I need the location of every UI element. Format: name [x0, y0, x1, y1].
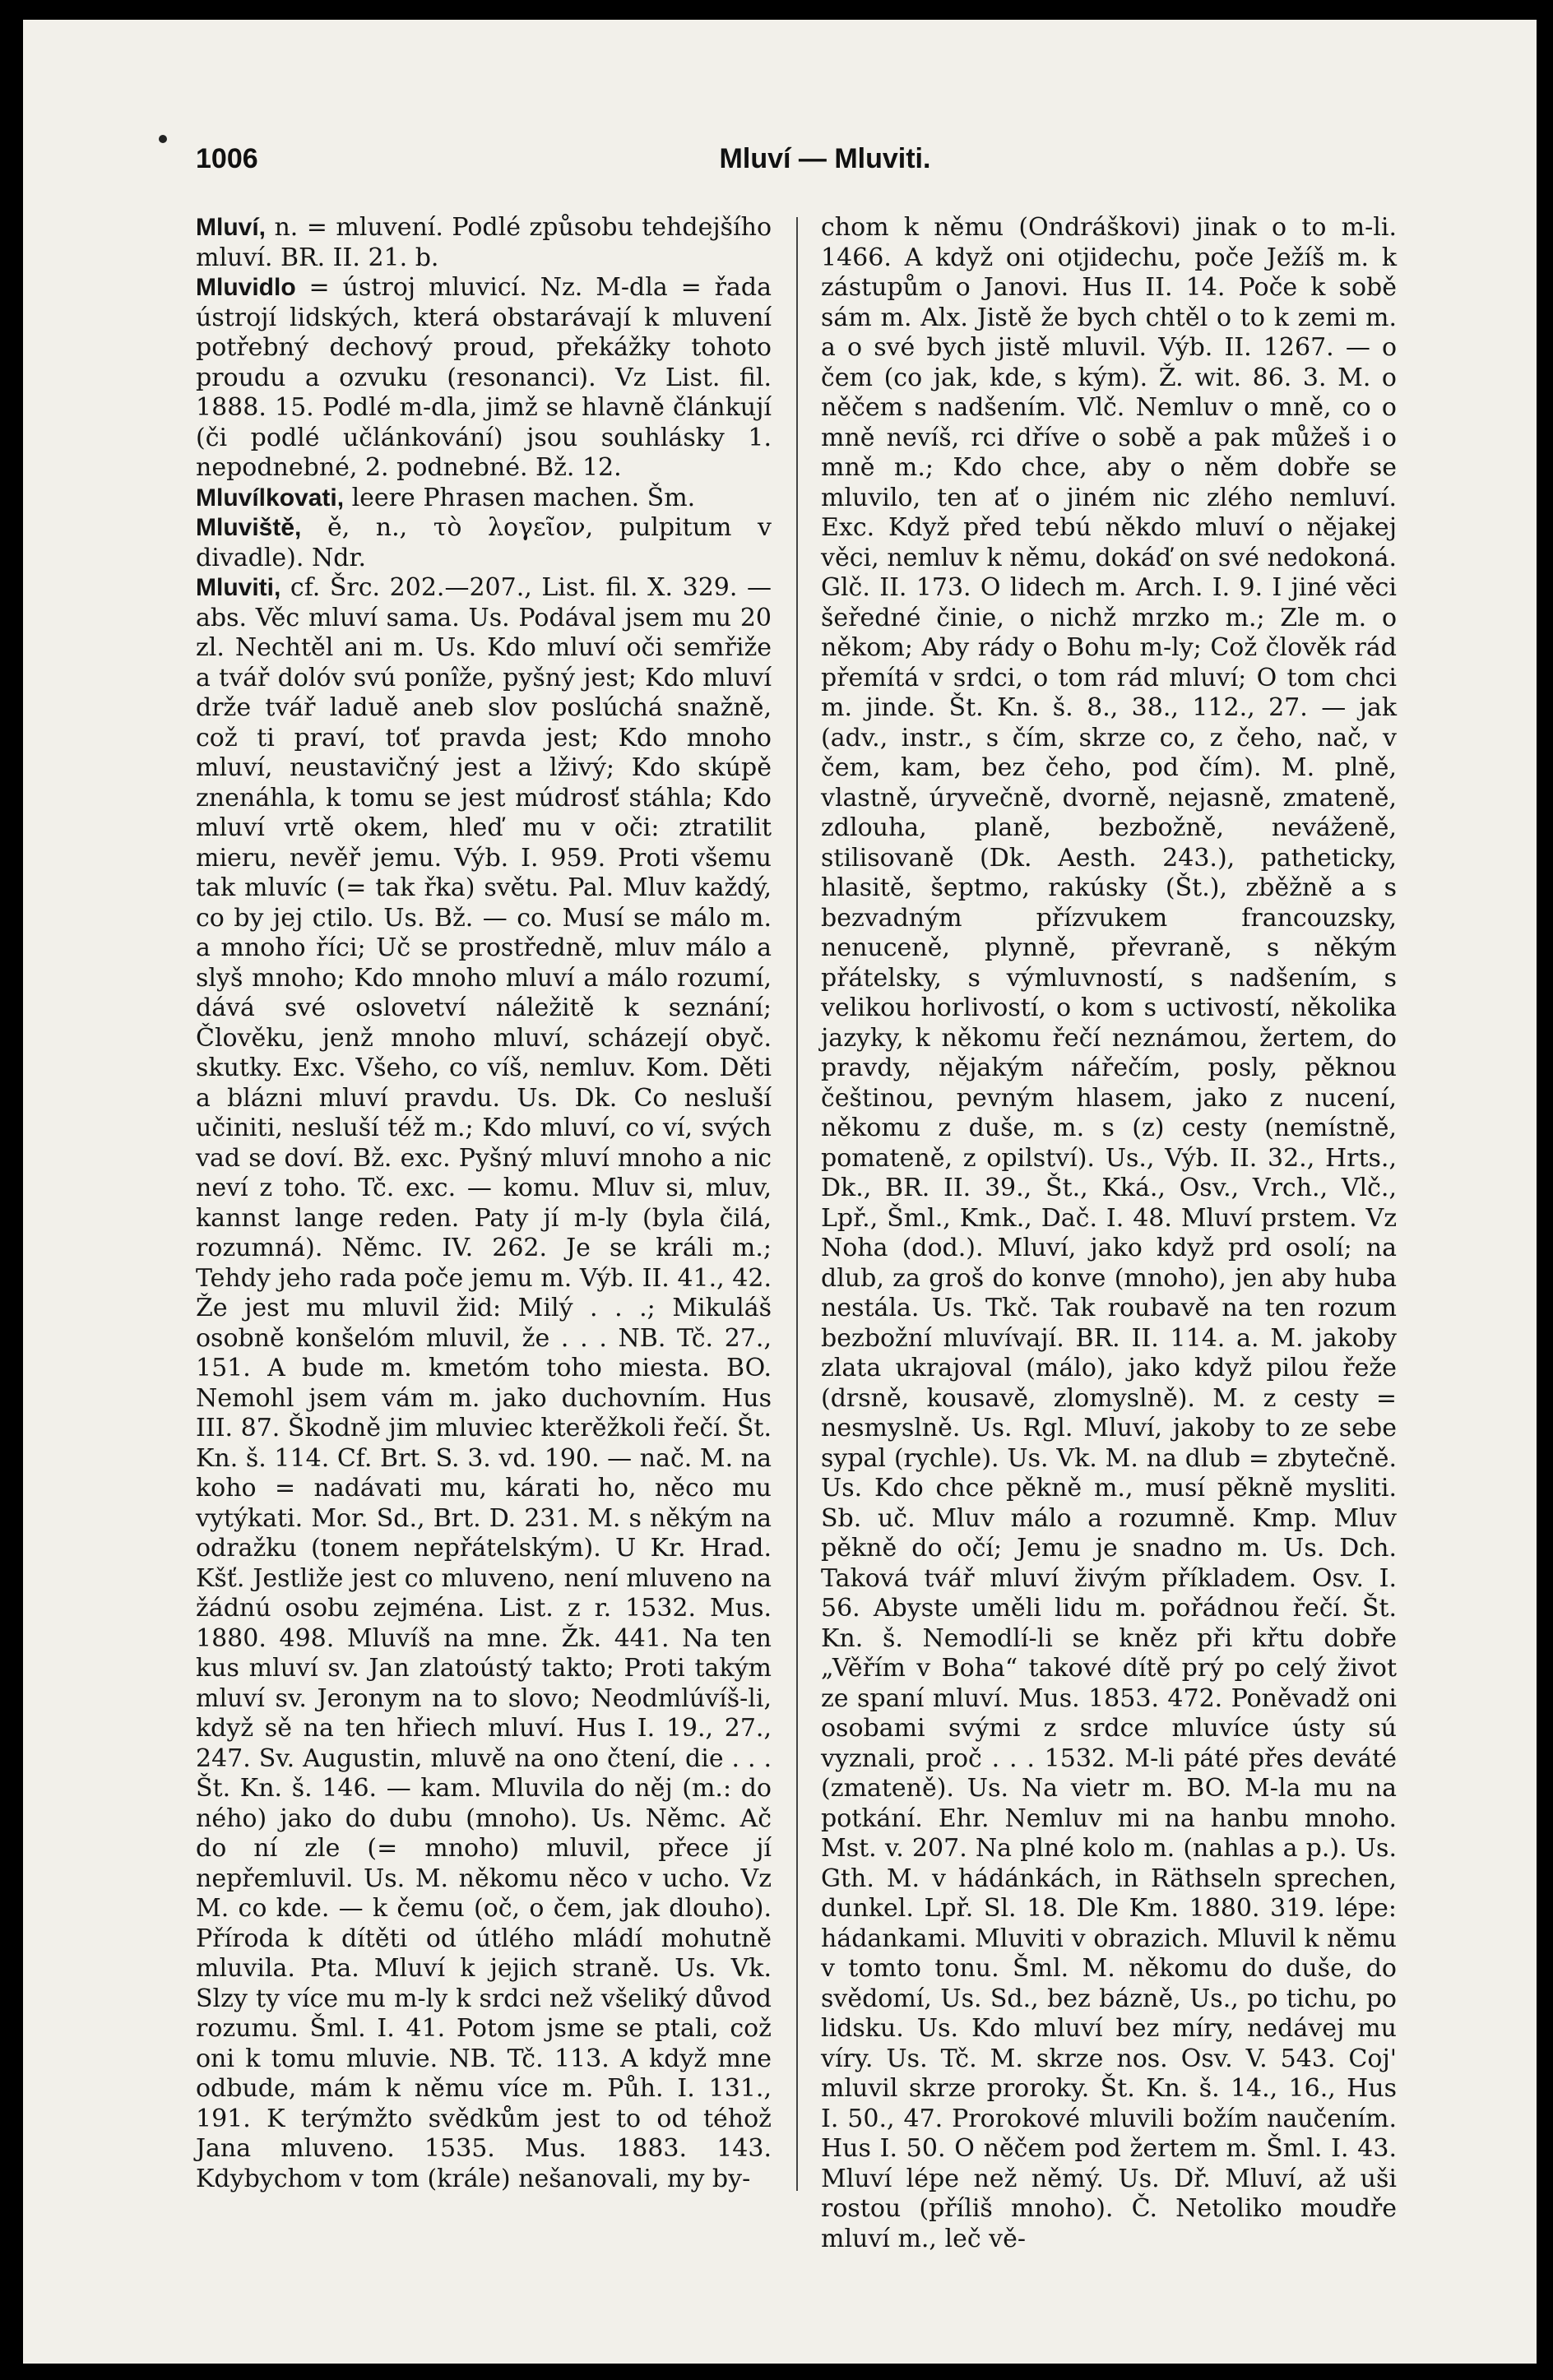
page-number: 1006: [196, 143, 258, 174]
dictionary-entry: [196, 513, 772, 573]
running-head: Mluví — Mluviti.: [719, 143, 931, 174]
column-divider: [796, 217, 798, 2191]
print-speck: [159, 135, 167, 143]
dictionary-entry: [196, 573, 772, 2194]
entry-headword: Mluví,: [196, 214, 267, 241]
left-column: [196, 213, 772, 2211]
entry-text: chom k němu (Ondráškovi) jinak o to m-li. 1466. A když oni otjidechu, poče Ježíš m. k zástupům o Janovi. Hus II. 14. Poče k sobě sám m. Alx. Jistě že bych chtěl o to k zemi m. a o své bych jistě mluvil. Výb. II. 1267. — o čem (co jak, kde, s kým). Ž. wit. 86. 3. M. o něčem s nadšením. Vlč. Nemluv o mně, co o mně nevíš, rci dříve o sobě a pak můžeš i o mně m.; Kdo chce, aby o něm dobře se mluvilo, ten ať o jiném nic zlého nemluví. Exc. Když před tebú někdo mluví o nějakej věci, nemluv k němu, dokáď on své nedokoná. Glč. II. 173. O lidech m. Arch. I. 9. I jiné věci šeředné činie, o nichž mrzko m.; Zle m. o někom; Aby rády o Bohu m-ly; Což člověk rád přemítá v srdci, o tom rád mluví; O tom chci m. jinde. Št. Kn. š. 8., 38., 112., 27. — jak (adv., instr., s čím, skrze co, z čeho, nač, v čem, kam, bez čeho, pod čím). M. plně, vlastně, úryvečně, dvorně, nejasně, zmateně, zdlouha, planě, bezbožně, neváženě, stilisovaně (Dk. Aesth. 243.), patheticky, hlasitě, šeptmo, rakúsky (Št.), zběžně a s bezvadným přízvukem francouzsky, nenuceně, plynně, převraně, s někým přátelsky, s výmluvností, s nadšením, s velikou horlivostí, o kom s uctivostí, několika jazyky, k někomu řečí neznámou, žertem, do pravdy, nějakým nářečím, posly, pěknou češtinou, pevným hlasem, jako z nucení, někomu z duše, m. s (z) cesty (nemístně, pomateně, z opilství). Us., Výb. II. 32., Hrts., Dk., BR. II. 39., Št., Kká., Osv., Vrch., Vlč., Lpř., Šml., Kmk., Dač. I. 48. Mluví prstem. Vz Noha (dod.). Mluví, jako když prd osolí; na dlub, za groš do konve (mnoho), jen aby huba nestála. Us. Tkč. Tak roubavě na ten rozum bezbožní mluvívají. BR. II. 114. a. M. jakoby zlata ukrajoval (málo), jako když pilou řeže (drsně, kousavě, zlomyslně). M. z cesty = nesmyslně. Us. Rgl. Mluví, jakoby to ze sebe sypal (rychle). Us. Vk. M. na dlub = zbytečně. Us. Kdo chce pěkně m., musí pěkně mysliti. Sb. uč. Mluv málo a rozumně. Kmp. Mluv pěkně do očí; Jemu je snadno m. Us. Dch. Taková tvář mluví živým příkladem. Osv. I. 56. Abyste uměli lidu m. pořádnou řečí. Št. Kn. š. Nemodlí-li se kněz při křtu dobře „Věřím v Boha“ takové dítě prý po celý život ze spaní mluví. Mus. 1853. 472. Poněvadž oni osobami svými z srdce mluvíce ústy sú vyznali, proč . . . 1532. M-li páté přes deváté (zmateně). Us. Na vietr m. BO. M-la mu na potkání. Ehr. Nemluv mi na hanbu mnoho. Mst. v. 207. Na plné kolo m. (nahlas a p.). Us. Gth. M. v hádánkách, in Räthseln sprechen, dunkel. Lpř. Sl. 18. Dle Km. 1880. 319. lépe: hádankami. Mluviti v obrazich. Mluvil k němu v tomto tonu. Šml. M. někomu do duše, do svědomí, Us. Sd., bez bázně, Us., po tichu, po lidsku. Us. Kdo mluví bez míry, nedávej mu víry. Us. Tč. M. skrze nos. Osv. V. 543. Coj' mluvil skrze proroky. Št. Kn. š. 14., 16., Hus I. 50., 47. Prorokové mluvili božím naučením. Hus I. 50. O něčem pod žertem m. Šml. I. 43. Mluví lépe než němý. Us. Dř. Mluví, až uši rostou (příliš mnoho). Č. Netoliko moudře mluví m., leč vě-: [821, 213, 1397, 2253]
right-column: [821, 213, 1397, 2253]
entry-headword: Mluviště,: [196, 514, 302, 541]
entry-headword: Mluvidlo: [196, 274, 296, 301]
entry-text: n. = mluvení. Podlé způsobu tehdejšího mluví. BR. II. 21. b.: [196, 213, 772, 272]
dictionary-entry: [821, 213, 1397, 2254]
entry-text: cf. Šrc. 202.—207., List. fil. X. 329. — abs. Věc mluví sama. Us. Podával jsem mu 20 zl. Nechtěl ani m. Us. Kdo mluví oči semřiže a tvář dolóv svú ponîže, pyšný jest; Kdo mluví drže tvář laduě aneb slov poslúchá snažně, což ti praví, toť pravda jest; Kdo mnoho mluví, neustavičný jest a lživý; Kdo skúpě znenáhla, k tomu se jest múdrosť stáhla; Kdo mluví vrtě okem, hleď mu v oči: ztratilit mieru, nevěř jemu. Výb. I. 959. Proti všemu tak mluvíc (= tak řka) světu. Pal. Mluv každý, co by jej ctilo. Us. Bž. — co. Musí se málo m. a mnoho říci; Uč se prostředně, mluv málo a slyš mnoho; Kdo mnoho mluví a málo rozumí, dává své oslovetví náležitě k seznání; Člověku, jenž mnoho mluví, scházejí obyč. skutky. Exc. Všeho, co víš, nemluv. Kom. Děti a blázni mluví pravdu. Us. Dk. Co nesluší učiniti, nesluší též m.; Kdo mluví, co ví, svých vad se doví. Bž. exc. Pyšný mluví mnoho a nic neví z toho. Tč. exc. — komu. Mluv si, mluv, kannst lange reden. Paty jí m-ly (byla čilá, rozumná). Němc. IV. 262. Je se králi m.; Tehdy jeho rada poče jemu m. Výb. II. 41., 42. Že jest mu mluvil žid: Milý . . .; Mikuláš osobně konšelóm mluvil, že . . . NB. Tč. 27., 151. A bude m. kmetóm toho miesta. BO. Nemohl jsem vám m. jako duchovním. Hus III. 87. Škodně jim mluviec kterěžkoli řečí. Št. Kn. š. 114. Cf. Brt. S. 3. vd. 190. — nač. M. na koho = nadávati mu, kárati ho, něco mu vytýkati. Mor. Sd., Brt. D. 231. M. s někým na odražku (tonem nepřátelským). U Kr. Hrad. Kšť. Jestliže jest co mluveno, není mluveno na žádnú osobu zejména. List. z r. 1532. Mus. 1880. 498. Mluvíš na mne. Žk. 441. Na ten kus mluví sv. Jan zlatoústý takto; Proti takým mluví sv. Jeronym na to slovo; Neodmlúvíš-li, když sě na ten hřiech mluví. Hus I. 19., 27., 247. Sv. Augustin, mluvě na ono čtení, die . . . Št. Kn. š. 146. — kam. Mluvila do něj (m.: do ného) jako do dubu (mnoho). Us. Němc. Ač do ní zle (= mnoho) mluvil, přece jí nepřemluvil. Us. M. někomu něco v ucho. Vz M. co kde. — k čemu (oč, o čem, jak dlouho). Příroda k dítěti od útlého mládí mohutně mluvila. Pta. Mluví k jejich straně. Us. Vk. Slzy ty více mu m-ly k srdci než všeliký důvod rozumu. Šml. I. 41. Potom jsme se ptali, což oni k tomu mluvie. NB. Tč. 113. A když mne odbude, mám k němu více m. Půh. I. 131., 191. K terýmžto svědkům jest to od téhož Jana mluveno. 1535. Mus. 1883. 143. Kdybychom v tom (krále) nešanovali, my by-: [196, 573, 772, 2193]
entry-text: ě, n., τὸ λογεῖον, pulpitum v divadle). Ndr.: [196, 513, 772, 572]
entry-text: = ústroj mluvicí. Nz. M-dla = řada ústrojí lidských, která obstarávají k mluvení potřebný dechový proud, překážky tohoto proudu a ozvuku (resonanci). Vz List. fil. 1888. 15. Podlé m-dla, jimž se hlavně článkují (či podlé učlánkování) jsou souhlásky 1. nepodnebné, 2. podnebné. Bž. 12.: [196, 273, 772, 482]
entry-text: leere Phrasen machen. Šm.: [344, 483, 696, 512]
entry-headword: Mluviti,: [196, 574, 281, 601]
dictionary-entry: [196, 213, 772, 273]
dictionary-page: [23, 20, 1537, 2364]
dictionary-entry: [196, 484, 772, 514]
dictionary-entry: [196, 273, 772, 484]
page-header: [196, 143, 1454, 192]
entry-headword: Mluvílkovati,: [196, 484, 345, 512]
